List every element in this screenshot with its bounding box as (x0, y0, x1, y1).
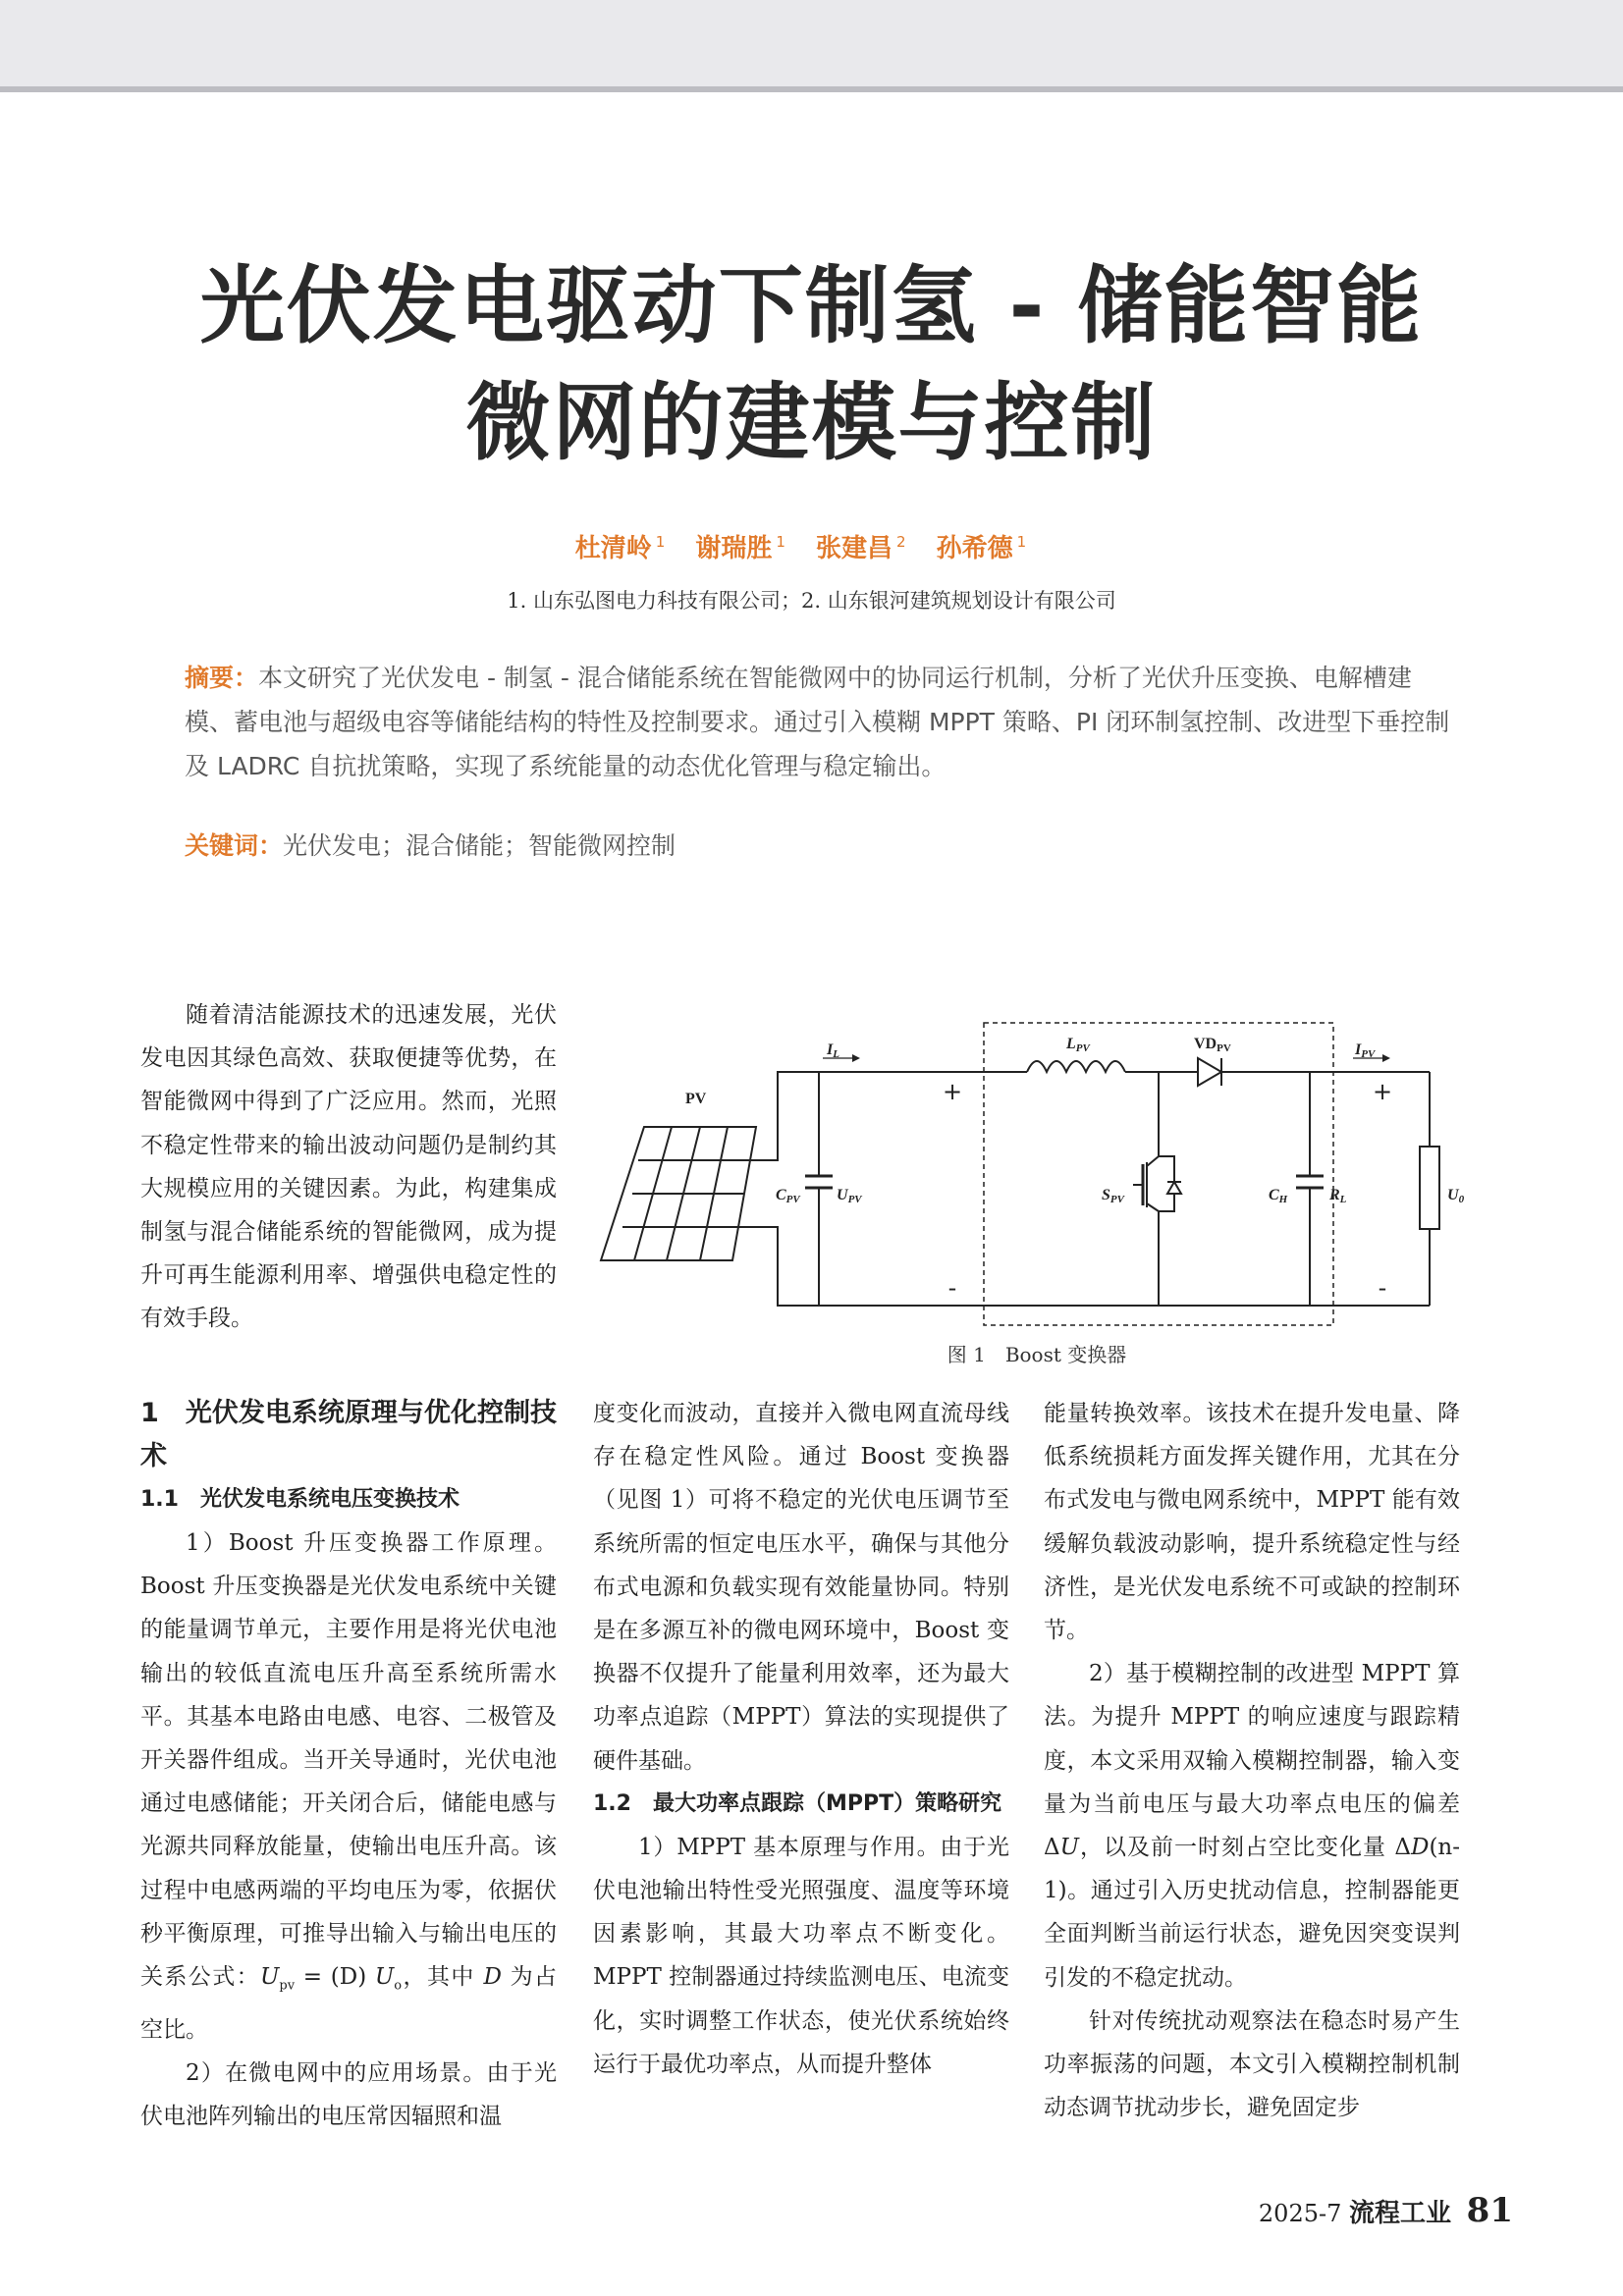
section-heading-1-2: 1.2 最大功率点跟踪（MPPT）策略研究 (593, 1790, 1002, 1816)
figure-caption: 图 1 Boost 变换器 (947, 1343, 1127, 1366)
vdpv-sub: PV (1217, 1042, 1231, 1054)
page-footer (1259, 2191, 1513, 2230)
svg-text:VDPV (1194, 1036, 1231, 1054)
formula-upv-sub: pv (279, 1978, 296, 1994)
vdpv-label: VD (1194, 1036, 1217, 1052)
abstract-text: 本文研究了光伏发电 - 制氢 - 混合储能系统在智能微网中的协同运行机制，分析了光伏升压变换、电解槽建模、蓄电池与超级电容等储能结构的特性及控制要求。通过引入模糊 MPPT 策略、PI 闭环制氢控制、改进型下垂控制及 LADRC 自抗扰策略，实现了系统能量的动态优化管理与稳定输出。 (185, 664, 1450, 780)
svg-text:CPV (776, 1187, 801, 1205)
column-1 (140, 1392, 557, 2138)
svg-text:IL (826, 1041, 839, 1060)
col1-paragraph-2: 2）在微电网中的应用场景。由于光伏电池阵列输出的电压常因辐照和温 (140, 2060, 557, 2130)
column-3 (1044, 1392, 1460, 2129)
ipv-sub: PV (1361, 1048, 1376, 1060)
col2-paragraph-2: 1）MPPT 基本原理与作用。由于光伏电池输出特性受光照强度、温度等环境因素影响，其最大功率点不断变化。MPPT 控制器通过持续监测电压、电流变化，实时调整工作状态，使光伏系统始终运行于最优功率点，从而提升整体 (593, 1834, 1009, 2077)
keywords (185, 827, 1451, 862)
il-label: I (827, 1041, 834, 1058)
rl-label: R (1329, 1187, 1340, 1203)
abstract (185, 656, 1451, 788)
svg-text:LPV (1065, 1036, 1092, 1054)
col3-p2-text-c: (n-1)。通过引入历史扰动信息，控制器能更全面判断当前运行状态，避免因突变误判引发的不稳定扰动。 (1044, 1835, 1460, 1991)
u0-label: U (1447, 1187, 1459, 1203)
col3-p2-text-a: 2）基于模糊控制的改进型 MPPT 算法。为提升 MPPT 的响应速度与跟踪精度，本文采用双输入模糊控制器，输入变量为当前电压与最大功率点电压的偏差 Δ (1044, 1661, 1460, 1861)
cpv-label: C (776, 1187, 786, 1203)
author-name: 谢瑞胜 (695, 534, 773, 563)
page-number: 81 (1466, 2191, 1513, 2230)
svg-text:UPV (837, 1187, 863, 1205)
keywords-label: 关键词： (185, 831, 284, 860)
il-sub: L (833, 1048, 839, 1060)
plus-output: + (1372, 1078, 1393, 1105)
author-sup: 1 (1016, 533, 1027, 552)
upv-sub: PV (847, 1194, 862, 1205)
formula-where: ，其中 (402, 1964, 484, 1991)
top-bar (0, 0, 1623, 92)
col3-p2-u: U (1059, 1835, 1080, 1861)
abstract-label: 摘要： (185, 664, 259, 692)
col3-paragraph-3: 针对传统扰动观察法在稳态时易产生功率振荡的问题，本文引入模糊控制机制动态调节扰动步长，避免固定步 (1044, 2007, 1460, 2121)
svg-text:CH (1269, 1187, 1288, 1205)
spv-sub: PV (1109, 1194, 1124, 1205)
lpv-label: L (1066, 1036, 1076, 1052)
upv-label: U (837, 1187, 848, 1203)
ch-label: C (1269, 1187, 1279, 1203)
col3-paragraph-1: 能量转换效率。该技术在提升发电量、降低系统损耗方面发挥关键作用，尤其在分布式发电与微电网系统中，MPPT 能有效缓解负载波动影响，提升系统稳定性与经济性，是光伏发电系统不可或缺的控制环节。 (1044, 1401, 1460, 1644)
col3-p2-d: D (1410, 1835, 1430, 1861)
author-name: 杜清岭 (574, 534, 652, 563)
col1-p1-text: 1）Boost 升压变换器工作原理。Boost 升压变换器是光伏发电系统中关键的能量调节单元，主要作用是将光伏电池输出的较低直流电压升高至系统所需水平。其基本电路由电感、电容、二极管及开关器件组成。当开关导通时，光伏电池通过电感储能；开关闭合后，储能电感与光源共同释放能量，使输出电压升高。该过程中电感两端的平均电压为零，依据伏秒平衡原理，可推导出输入与输出电压的关系公式： (140, 1530, 557, 1991)
col2-paragraph-1: 度变化而波动，直接并入微电网直流母线存在稳定性风险。通过 Boost 变换器（见图 1）可将不稳定的光伏电压调节至系统所需的恒定电压水平，确保与其他分布式电源和负载实现有效能量协同。特别是在多源互补的微电网环境中，Boost 变换器不仅提升了能量利用效率，还为最大功率点追踪（MPPT）算法的实现提供了硬件基础。 (593, 1401, 1009, 1774)
ch-sub: H (1278, 1194, 1288, 1205)
col3-paragraph-2 (1044, 1652, 1460, 2000)
minus-output: - (1378, 1274, 1387, 1302)
formula-upv: U (260, 1964, 280, 1991)
spv-label: S (1102, 1187, 1110, 1203)
article-title-line1: 光伏发电驱动下制氢 - 储能智能 (199, 257, 1424, 355)
keywords-text: 光伏发电；混合储能；智能微网控制 (283, 831, 676, 860)
lpv-sub: PV (1075, 1042, 1090, 1054)
author-name: 张建昌 (816, 534, 893, 563)
pv-label: PV (685, 1091, 707, 1107)
svg-text:IPV (1354, 1041, 1377, 1060)
diode-vdpv (1198, 1058, 1221, 1086)
author-sup: 1 (655, 533, 666, 552)
formula-uo-sub: o (394, 1978, 403, 1994)
section-heading-1-1: 1.1 光伏发电系统电压变换技术 (140, 1487, 460, 1512)
resistor-rl (1420, 1147, 1439, 1229)
column-2 (593, 1392, 1009, 2086)
boost-converter-figure (595, 1019, 1479, 1333)
section-heading-1: 1 光伏发电系统原理与优化控制技术 (140, 1398, 557, 1471)
u0-sub: 0 (1458, 1194, 1465, 1205)
author-list (0, 528, 1623, 564)
formula-uo: U (374, 1964, 395, 1991)
author-name: 孙希德 (936, 534, 1013, 563)
col3-p2-text-b: ，以及前一时刻占空比变化量 Δ (1079, 1835, 1411, 1861)
formula-eq: = (D) (295, 1964, 375, 1991)
magazine-name: 流程工业 (1349, 2199, 1452, 2228)
inductor-lpv (1027, 1061, 1125, 1072)
ipv-label: I (1355, 1041, 1362, 1058)
svg-text:U0 (1447, 1187, 1465, 1205)
formula-tail: 为占空比。 (140, 1964, 558, 2043)
formula-d: D (483, 1964, 502, 1991)
svg-text:SPV (1102, 1187, 1126, 1205)
author-sup: 1 (776, 533, 785, 552)
issue-number: 2025-7 (1258, 2200, 1342, 2227)
intro-paragraph (140, 993, 557, 1341)
plus-input: + (942, 1078, 963, 1105)
author-sup: 2 (896, 533, 906, 552)
intro-text: 随着清洁能源技术的迅速发展，光伏发电因其绿色高效、获取便捷等优势，在智能微网中得到了广泛应用。然而，光照不稳定性带来的输出波动问题仍是制约其大规模应用的关键因素。为此，构建集成制氢与混合储能系统的智能微网，成为提升可再生能源利用率、增强供电稳定性的有效手段。 (140, 1002, 557, 1332)
minus-input: - (947, 1274, 957, 1302)
affiliations: 1. 山东弘图电力科技有限公司；2. 山东银河建筑规划设计有限公司 (507, 589, 1116, 613)
cpv-sub: PV (785, 1194, 800, 1205)
rl-sub: L (1339, 1194, 1347, 1205)
svg-text:RL (1328, 1187, 1347, 1205)
col1-paragraph-1 (140, 1522, 557, 2052)
article-title-line2: 微网的建模与控制 (465, 374, 1158, 472)
